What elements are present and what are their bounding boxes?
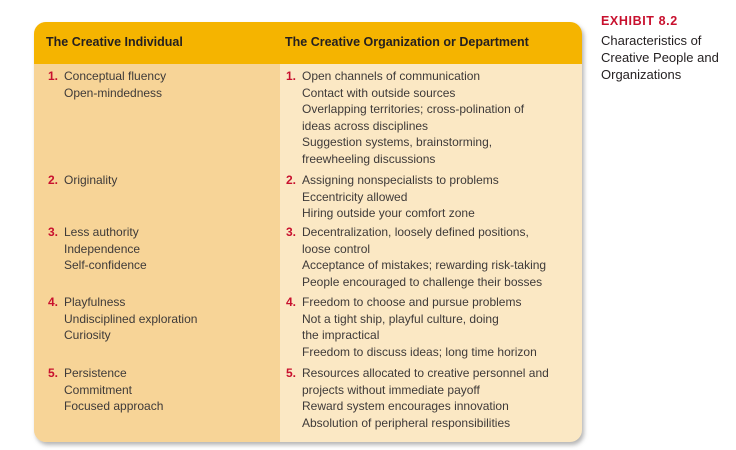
item-text: Open channels of communication xyxy=(302,69,481,83)
item-text: Acceptance of mistakes; rewarding risk-taking xyxy=(302,258,547,273)
table-header xyxy=(34,22,582,64)
organization-item-1 xyxy=(286,68,574,168)
item-text: Undisciplined exploration xyxy=(64,311,198,326)
organization-item-3 xyxy=(286,224,574,290)
characteristics-table xyxy=(34,22,582,442)
individual-item-2 xyxy=(48,172,273,189)
item-text: Originality xyxy=(64,173,118,187)
item-text: Freedom to discuss ideas; long time horizon xyxy=(302,344,537,359)
item-number: 3. xyxy=(286,225,297,239)
item-text: freewheeling discussions xyxy=(302,151,436,166)
individual-item-5 xyxy=(48,365,273,415)
item-text: Reward system encourages innovation xyxy=(302,399,509,414)
item-number: 2. xyxy=(48,173,59,187)
item-text: Conceptual fluency xyxy=(64,69,167,83)
item-text: Persistence xyxy=(64,366,127,380)
item-number: 3. xyxy=(48,225,59,239)
item-number: 1. xyxy=(286,69,297,83)
item-text: the impractical xyxy=(302,328,380,343)
item-number: 5. xyxy=(48,366,59,380)
item-text: Resources allocated to creative personnel and xyxy=(302,366,549,380)
item-text: Focused approach xyxy=(64,399,164,414)
item-text: Playfulness xyxy=(64,295,126,309)
item-text: Freedom to choose and pursue problems xyxy=(302,295,522,309)
individual-item-4 xyxy=(48,294,273,344)
organization-item-2 xyxy=(286,172,574,222)
organization-item-5 xyxy=(286,365,574,431)
item-text: Suggestion systems, brainstorming, xyxy=(302,135,493,150)
individual-item-3 xyxy=(48,224,273,274)
item-text: Contact with outside sources xyxy=(302,85,456,100)
item-text: Independence xyxy=(64,241,141,256)
item-text: ideas across disciplines xyxy=(302,118,429,133)
item-text: Less authority xyxy=(64,225,139,239)
item-text: Absolution of peripheral responsibilities xyxy=(302,415,511,430)
item-text: projects without immediate payoff xyxy=(302,382,480,397)
item-text: Assigning nonspecialists to problems xyxy=(302,173,499,187)
item-text: Not a tight ship, playful culture, doing xyxy=(302,311,499,326)
item-number: 5. xyxy=(286,366,297,380)
item-text: Open-mindedness xyxy=(64,85,163,100)
item-text: Commitment xyxy=(64,382,133,397)
item-number: 1. xyxy=(48,69,59,83)
individual-item-1 xyxy=(48,68,273,101)
item-text: Overlapping territories; cross-polination of xyxy=(302,102,525,117)
item-text: loose control xyxy=(302,241,371,256)
item-number: 4. xyxy=(286,295,297,309)
header-creative-individual: The Creative Individual xyxy=(46,35,183,49)
exhibit-label: EXHIBIT 8.2 xyxy=(601,14,678,28)
item-text: Self-confidence xyxy=(64,258,147,273)
header-creative-organization: The Creative Organization or Department xyxy=(285,35,529,49)
item-number: 4. xyxy=(48,295,59,309)
item-text: People encouraged to challenge their bosses xyxy=(302,274,543,289)
item-text: Curiosity xyxy=(64,328,111,343)
exhibit-title: Characteristics of Creative People and Organizations xyxy=(601,33,719,82)
item-text: Eccentricity allowed xyxy=(302,189,408,204)
exhibit-caption xyxy=(601,14,719,83)
item-text: Decentralization, loosely defined positions, xyxy=(302,225,529,239)
item-number: 2. xyxy=(286,173,297,187)
organization-item-4 xyxy=(286,294,574,360)
item-text: Hiring outside your comfort zone xyxy=(302,206,475,221)
